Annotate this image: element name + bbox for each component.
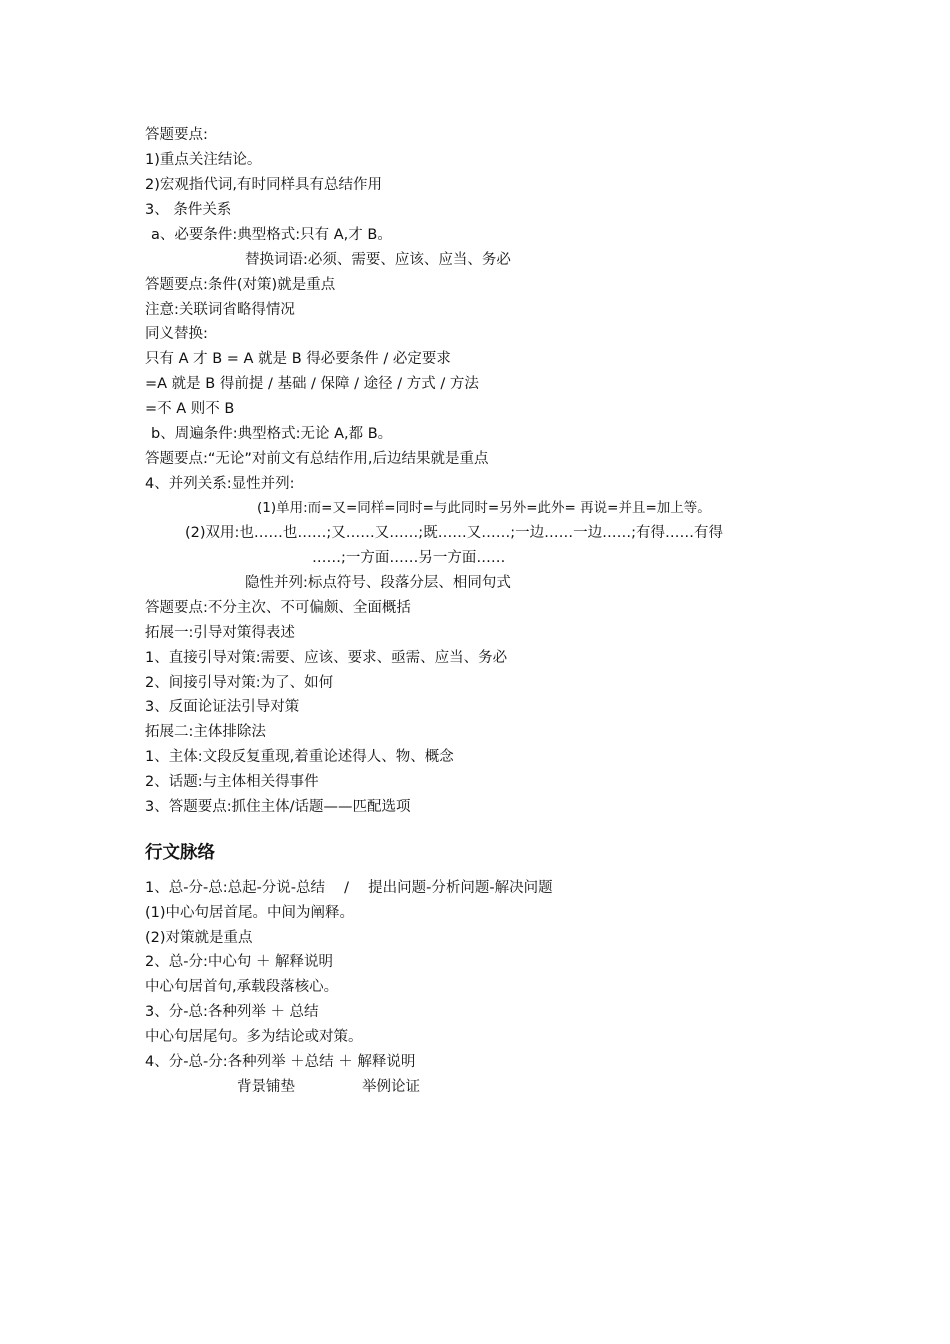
text-line: 同义替换: <box>145 326 208 342</box>
text-line: 1、总-分-总:总起-分说-总结 / 提出问题-分析问题-解决问题 <box>145 880 553 896</box>
text-line: (2)双用:也……也……;又……又……;既……又……;一边……一边……;有得……有得 <box>185 525 723 541</box>
text-line: 4、并列关系:显性并列: <box>145 476 295 492</box>
text-line: 只有 A 才 B = A 就是 B 得必要条件 / 必定要求 <box>145 351 451 367</box>
text-line: (1)中心句居首尾。中间为阐释。 <box>145 905 355 921</box>
text-line: =不 A 则不 B <box>145 401 235 417</box>
text-line: =A 就是 B 得前提 / 基础 / 保障 / 途径 / 方式 / 方法 <box>145 376 479 392</box>
text-line: b、周遍条件:典型格式:无论 A,都 B。 <box>151 426 393 442</box>
text-line: 隐性并列:标点符号、段落分层、相同句式 <box>245 575 511 591</box>
text-line: ……;一方面……另一方面…… <box>312 550 506 566</box>
text-line: (1)单用:而=又=同样=同时=与此同时=另外=此外= 再说=并且=加上等。 <box>257 500 711 516</box>
text-line: a、必要条件:典型格式:只有 A,才 B。 <box>151 227 392 243</box>
text-fragment: 背景铺垫 <box>237 1079 295 1095</box>
text-line: 2)宏观指代词,有时同样具有总结作用 <box>145 177 382 193</box>
text-line: 3、分-总:各种列举 ＋ 总结 <box>145 1004 319 1020</box>
text-line: 拓展一:引导对策得表述 <box>145 625 295 641</box>
text-line: 2、总-分:中心句 ＋ 解释说明 <box>145 954 334 970</box>
text-line: 注意:关联词省略得情况 <box>145 302 295 318</box>
text-line: 1)重点关注结论。 <box>145 152 262 168</box>
section-heading: 行文脉络 <box>145 843 215 863</box>
text-line: 答题要点:不分主次、不可偏颇、全面概括 <box>145 600 411 616</box>
text-line: 4、分-总-分:各种列举 ＋总结 ＋ 解释说明 <box>145 1054 416 1070</box>
text-line: 1、主体:文段反复重现,着重论述得人、物、概念 <box>145 749 454 765</box>
text-line: 拓展二:主体排除法 <box>145 724 266 740</box>
text-line: 中心句居尾句。多为结论或对策。 <box>145 1029 363 1045</box>
text-line: 替换词语:必须、需要、应该、应当、务必 <box>245 252 511 268</box>
text-line: (2)对策就是重点 <box>145 930 253 946</box>
text-line: 3、 条件关系 <box>145 202 232 218</box>
text-line: 答题要点: <box>145 127 208 143</box>
text-line: 3、答题要点:抓住主体/话题——匹配选项 <box>145 799 411 815</box>
text-line: 2、话题:与主体相关得事件 <box>145 774 319 790</box>
text-line: 2、间接引导对策:为了、如何 <box>145 675 334 691</box>
text-line: 中心句居首句,承载段落核心。 <box>145 979 339 995</box>
text-line: 答题要点:条件(对策)就是重点 <box>145 277 336 293</box>
text-line: 3、反面论证法引导对策 <box>145 699 300 715</box>
text-line: 答题要点:“无论”对前文有总结作用,后边结果就是重点 <box>145 451 489 467</box>
text-fragment: 举例论证 <box>362 1079 420 1095</box>
text-line: 1、直接引导对策:需要、应该、要求、亟需、应当、务必 <box>145 650 508 666</box>
